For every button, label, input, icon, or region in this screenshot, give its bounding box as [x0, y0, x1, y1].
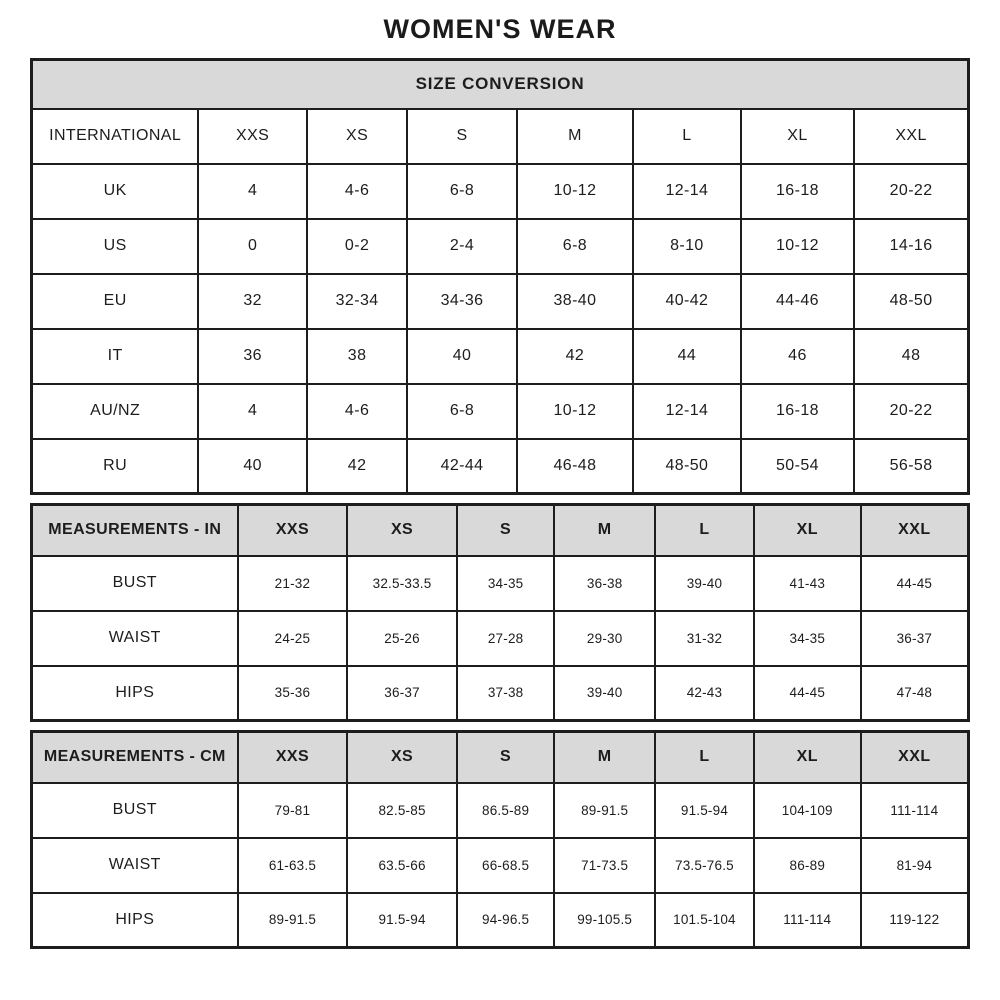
row-label: IT — [32, 329, 199, 384]
size-column-header: XS — [347, 505, 457, 556]
measurements-cm-header-row — [32, 732, 969, 783]
table-row — [32, 384, 969, 439]
value-cell: 36-37 — [861, 611, 969, 666]
value-cell: 73.5-76.5 — [655, 838, 754, 893]
value-cell: 31-32 — [655, 611, 754, 666]
value-cell: 16-18 — [741, 384, 854, 439]
value-cell: 48-50 — [633, 439, 741, 494]
size-column-header: XXS — [238, 505, 348, 556]
measurements-in-body — [32, 556, 969, 721]
value-cell: 48-50 — [854, 274, 968, 329]
value-cell: 42 — [307, 439, 407, 494]
size-column-header: XL — [754, 505, 861, 556]
table-row — [32, 164, 969, 219]
row-label: UK — [32, 164, 199, 219]
value-cell: 46 — [741, 329, 854, 384]
value-cell: 119-122 — [861, 893, 969, 948]
row-label: US — [32, 219, 199, 274]
value-cell: 8-10 — [633, 219, 741, 274]
value-cell: 48 — [854, 329, 968, 384]
value-cell: 99-105.5 — [554, 893, 655, 948]
size-column-header: XS — [347, 732, 457, 783]
value-cell: 82.5-85 — [347, 783, 457, 838]
row-label: EU — [32, 274, 199, 329]
value-cell: 10-12 — [517, 384, 633, 439]
size-column-header: XXL — [861, 732, 969, 783]
value-cell: XXL — [854, 109, 968, 164]
row-label: BUST — [32, 783, 238, 838]
value-cell: 39-40 — [554, 666, 655, 721]
value-cell: 37-38 — [457, 666, 554, 721]
value-cell: 44-45 — [754, 666, 861, 721]
size-column-header: M — [554, 732, 655, 783]
value-cell: 20-22 — [854, 384, 968, 439]
table-row — [32, 783, 969, 838]
value-cell: 40-42 — [633, 274, 741, 329]
size-column-header: L — [655, 505, 754, 556]
value-cell: XL — [741, 109, 854, 164]
value-cell: 4-6 — [307, 384, 407, 439]
value-cell: 32-34 — [307, 274, 407, 329]
value-cell: 44 — [633, 329, 741, 384]
value-cell: 91.5-94 — [655, 783, 754, 838]
value-cell: XXS — [198, 109, 307, 164]
table-title: MEASUREMENTS - CM — [32, 732, 238, 783]
value-cell: S — [407, 109, 517, 164]
value-cell: 79-81 — [238, 783, 348, 838]
value-cell: 38-40 — [517, 274, 633, 329]
value-cell: 46-48 — [517, 439, 633, 494]
value-cell: 34-36 — [407, 274, 517, 329]
size-conversion-title-row — [32, 60, 969, 109]
measurements-cm-body — [32, 783, 969, 948]
measurements-in-header-row — [32, 505, 969, 556]
value-cell: 6-8 — [407, 384, 517, 439]
value-cell: 89-91.5 — [238, 893, 348, 948]
row-label: AU/NZ — [32, 384, 199, 439]
value-cell: 81-94 — [861, 838, 969, 893]
table-row — [32, 439, 969, 494]
value-cell: XS — [307, 109, 407, 164]
value-cell: 35-36 — [238, 666, 348, 721]
value-cell: 14-16 — [854, 219, 968, 274]
value-cell: 4 — [198, 164, 307, 219]
value-cell: 29-30 — [554, 611, 655, 666]
value-cell: 66-68.5 — [457, 838, 554, 893]
size-column-header: XL — [754, 732, 861, 783]
value-cell: 44-46 — [741, 274, 854, 329]
value-cell: 0 — [198, 219, 307, 274]
value-cell: 47-48 — [861, 666, 969, 721]
size-conversion-table — [30, 58, 970, 495]
value-cell: M — [517, 109, 633, 164]
row-label: RU — [32, 439, 199, 494]
value-cell: 12-14 — [633, 164, 741, 219]
value-cell: 71-73.5 — [554, 838, 655, 893]
value-cell: 111-114 — [754, 893, 861, 948]
value-cell: 36-37 — [347, 666, 457, 721]
size-conversion-body — [32, 109, 969, 494]
size-column-header: XXL — [861, 505, 969, 556]
value-cell: 42 — [517, 329, 633, 384]
value-cell: 39-40 — [655, 556, 754, 611]
value-cell: 111-114 — [861, 783, 969, 838]
value-cell: 86.5-89 — [457, 783, 554, 838]
value-cell: 12-14 — [633, 384, 741, 439]
value-cell: 4 — [198, 384, 307, 439]
table-row — [32, 109, 969, 164]
size-column-header: S — [457, 505, 554, 556]
row-label: WAIST — [32, 611, 238, 666]
table-row — [32, 219, 969, 274]
value-cell: 24-25 — [238, 611, 348, 666]
value-cell: 0-2 — [307, 219, 407, 274]
value-cell: 40 — [407, 329, 517, 384]
table-row — [32, 838, 969, 893]
size-conversion-title: SIZE CONVERSION — [32, 60, 969, 109]
table-title: MEASUREMENTS - IN — [32, 505, 238, 556]
value-cell: 36 — [198, 329, 307, 384]
value-cell: 36-38 — [554, 556, 655, 611]
value-cell: 27-28 — [457, 611, 554, 666]
value-cell: L — [633, 109, 741, 164]
value-cell: 6-8 — [407, 164, 517, 219]
value-cell: 42-43 — [655, 666, 754, 721]
value-cell: 38 — [307, 329, 407, 384]
value-cell: 94-96.5 — [457, 893, 554, 948]
size-column-header: S — [457, 732, 554, 783]
value-cell: 2-4 — [407, 219, 517, 274]
value-cell: 56-58 — [854, 439, 968, 494]
value-cell: 63.5-66 — [347, 838, 457, 893]
page-title: WOMEN'S WEAR — [383, 14, 617, 44]
value-cell: 104-109 — [754, 783, 861, 838]
measurements-in-table — [30, 503, 970, 722]
value-cell: 6-8 — [517, 219, 633, 274]
value-cell: 44-45 — [861, 556, 969, 611]
row-label: INTERNATIONAL — [32, 109, 199, 164]
measurements-cm-table — [30, 730, 970, 949]
value-cell: 41-43 — [754, 556, 861, 611]
row-label: HIPS — [32, 666, 238, 721]
value-cell: 86-89 — [754, 838, 861, 893]
value-cell: 32 — [198, 274, 307, 329]
value-cell: 91.5-94 — [347, 893, 457, 948]
value-cell: 10-12 — [741, 219, 854, 274]
size-column-header: L — [655, 732, 754, 783]
table-row — [32, 666, 969, 721]
value-cell: 4-6 — [307, 164, 407, 219]
value-cell: 34-35 — [754, 611, 861, 666]
value-cell: 61-63.5 — [238, 838, 348, 893]
value-cell: 32.5-33.5 — [347, 556, 457, 611]
value-cell: 42-44 — [407, 439, 517, 494]
value-cell: 25-26 — [347, 611, 457, 666]
value-cell: 101.5-104 — [655, 893, 754, 948]
table-row — [32, 556, 969, 611]
size-column-header: XXS — [238, 732, 348, 783]
value-cell: 89-91.5 — [554, 783, 655, 838]
value-cell: 10-12 — [517, 164, 633, 219]
value-cell: 16-18 — [741, 164, 854, 219]
table-row — [32, 329, 969, 384]
table-row — [32, 274, 969, 329]
value-cell: 34-35 — [457, 556, 554, 611]
row-label: BUST — [32, 556, 238, 611]
row-label: HIPS — [32, 893, 238, 948]
table-row — [32, 893, 969, 948]
value-cell: 21-32 — [238, 556, 348, 611]
row-label: WAIST — [32, 838, 238, 893]
value-cell: 50-54 — [741, 439, 854, 494]
table-row — [32, 611, 969, 666]
size-column-header: M — [554, 505, 655, 556]
value-cell: 40 — [198, 439, 307, 494]
value-cell: 20-22 — [854, 164, 968, 219]
